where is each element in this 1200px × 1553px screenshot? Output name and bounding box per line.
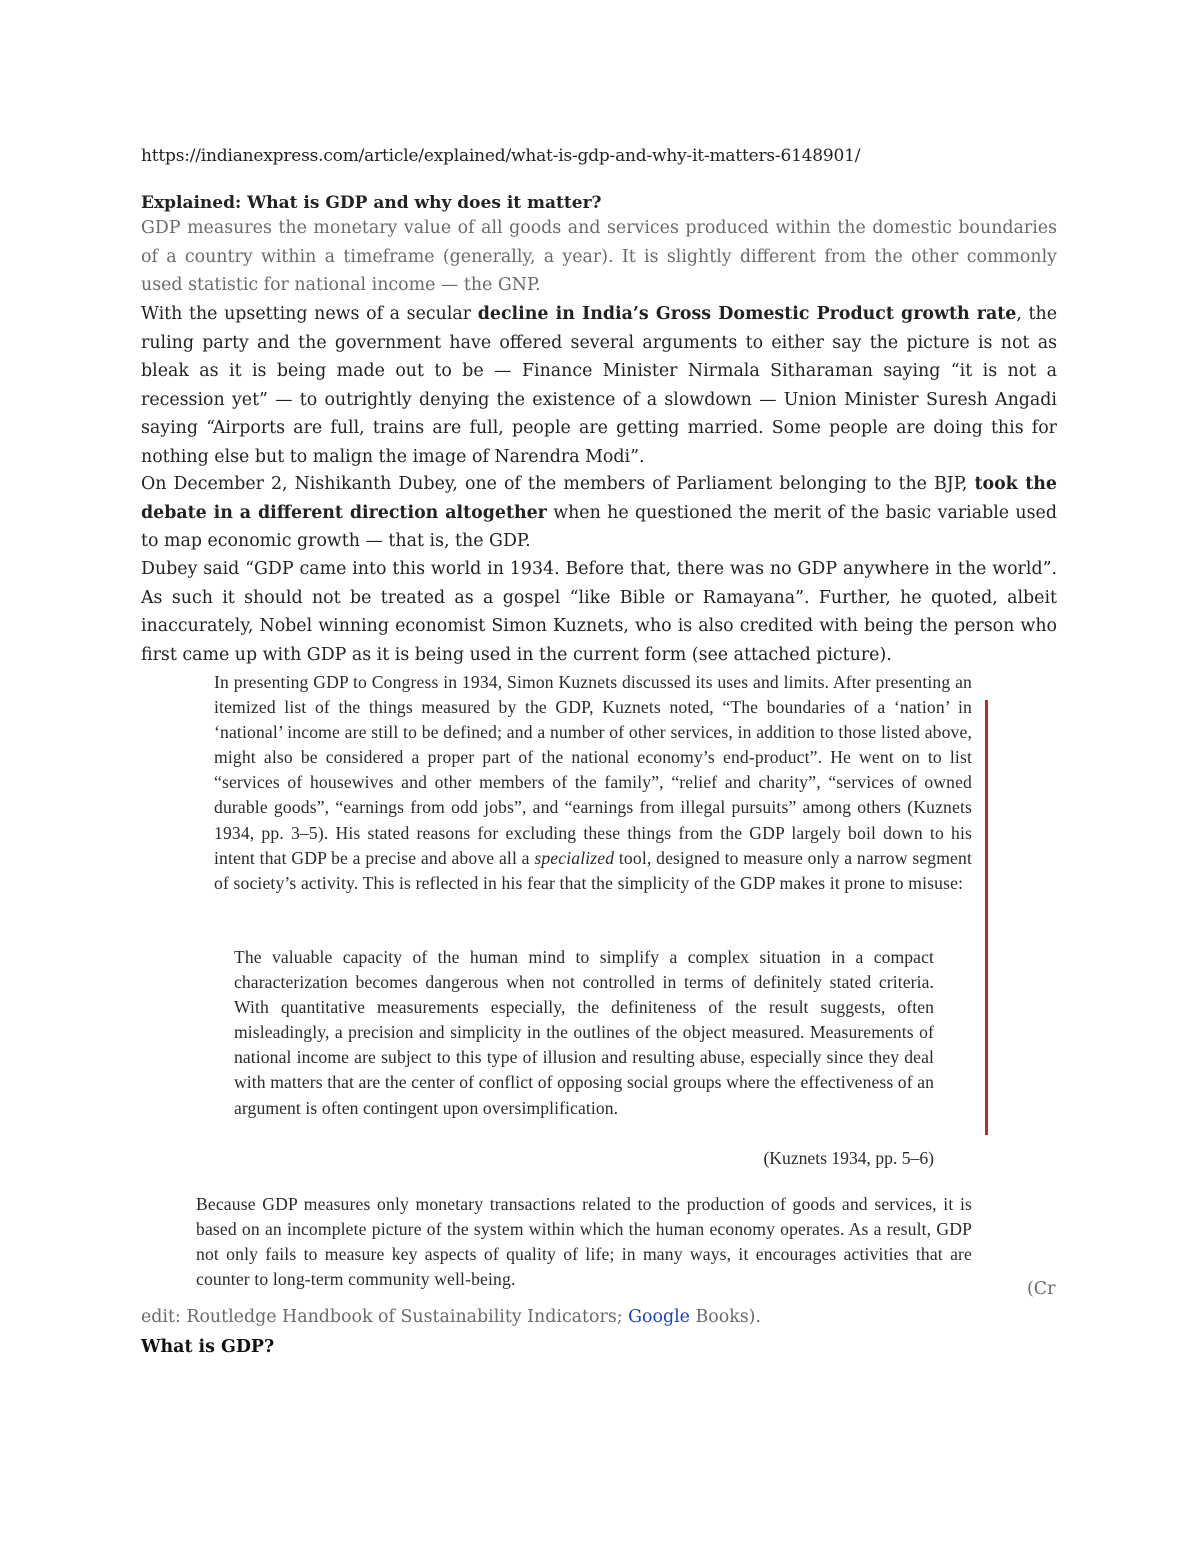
credit-prefix: (Cr bbox=[1027, 1279, 1056, 1299]
paragraph-dubey-quote: Dubey said “GDP came into this world in 1934. Before that, there was no GDP anywhere in the world”. As such it should not be treated as a gospel “like Bible or Ramayana”. Further, he quoted, albeit inaccurately, Nobel winning economist Simon Kuznets, who is also credited with being the person who first came up with GDP as it is being used in the current form (see attached picture). bbox=[141, 559, 1057, 665]
subheading-what-is-gdp: What is GDP? bbox=[141, 1337, 275, 1357]
google-link[interactable]: Google bbox=[628, 1307, 690, 1327]
excerpt-p1-italic: specialized bbox=[534, 847, 615, 868]
paragraph-dubey-debate bbox=[141, 470, 1057, 556]
article-title: Explained: What is GDP and why does it matter? bbox=[141, 193, 602, 213]
margin-highlight-bar bbox=[985, 700, 988, 1135]
book-excerpt-image bbox=[196, 668, 986, 1293]
p2-text-after: when he questioned the merit of the basic variable used to map economic growth — that is, the GDP. bbox=[141, 502, 1057, 552]
excerpt-block-quote: The valuable capacity of the human mind to simplify a complex situation in a compact characterization becomes dangerous when not controlled in terms of definitely stated criteria. With quantitative measurements especially, the definiteness of the result suggests, often misleadingly, a precision and simplicity in the outlines of the object measured. Measurements of national income are subject to this type of illusion and resulting abuse, especially since they deal with matters that are the center of conflict of opposing social groups where the effectiveness of an argument is often contingent upon oversimplification. bbox=[234, 947, 934, 1118]
excerpt-paragraph-2: Because GDP measures only monetary transactions related to the production of goods and services, it is based on an incomplete picture of the system within which the human economy operates. As a result, GDP not only fails to measure key aspects of quality of life; in many ways, it encourages activities that are counter to long-term community well-being. bbox=[196, 1194, 972, 1290]
p1-bold-text: decline in India’s Gross Domestic Product growth rate bbox=[477, 304, 1017, 324]
source-url[interactable]: https://indianexpress.com/article/explained/what-is-gdp-and-why-it-matters-6148901/ bbox=[141, 146, 861, 166]
excerpt-p1-before: In presenting GDP to Congress in 1934, Simon Kuznets discussed its uses and limits. After presenting an itemized list of the things measured by the GDP, Kuznets noted, “The boundaries of a ‘nation’ in ‘national’ income are still to be defined; and a number of other services, in addition to those listed above, might also be considered a proper part of the national economy’s end-product”. He went on to list “services of housewives and other members of the family”, “relief and charity”, “services of owned durable goods”, “earnings from odd jobs”, and “earnings from illegal pursuits” among others (Kuznets 1934, pp. 3–5). His stated reasons for excluding these things from the GDP largely boil down to his intent that GDP be a precise and above all a bbox=[214, 672, 972, 868]
p2-text-before: On December 2, Nishikanth Dubey, one of the members of Parliament belonging to the BJP, bbox=[141, 474, 975, 494]
excerpt-citation: (Kuznets 1934, pp. 5–6) bbox=[763, 1148, 934, 1168]
excerpt-paragraph-1 bbox=[214, 670, 972, 896]
intro-paragraph: GDP measures the monetary value of all goods and services produced within the domestic boundaries of a country within a timeframe (generally, a year). It is slightly different from the other commonly used statistic for national income — the GNP. bbox=[141, 218, 1057, 296]
image-credit bbox=[141, 1303, 761, 1331]
p2-bold-text: took the debate in a different direction altogether bbox=[141, 474, 1057, 523]
credit-text-before: edit: Routledge Handbook of Sustainability Indicators; bbox=[141, 1307, 629, 1327]
excerpt-p1-after: tool, designed to measure only a narrow segment of society’s activity. This is reflected in his fear that the simplicity of the GDP makes it prone to misuse: bbox=[214, 847, 972, 893]
credit-text-after: Books). bbox=[689, 1307, 761, 1327]
paragraph-gdp-decline bbox=[141, 300, 1057, 472]
p1-text-before: With the upsetting news of a secular bbox=[141, 304, 478, 324]
p1-text-after: , the ruling party and the government have offered several arguments to either say the picture is not as bleak as it is being made out to be — Finance Minister Nirmala Sitharaman saying “it is not a recession yet” — to outrightly denying the existence of a slowdown — Union Minister Suresh Angadi saying “Airports are full, trains are full, people are getting married. Some people are doing this for nothing else but to malign the image of Narendra Modi”. bbox=[141, 304, 1057, 467]
